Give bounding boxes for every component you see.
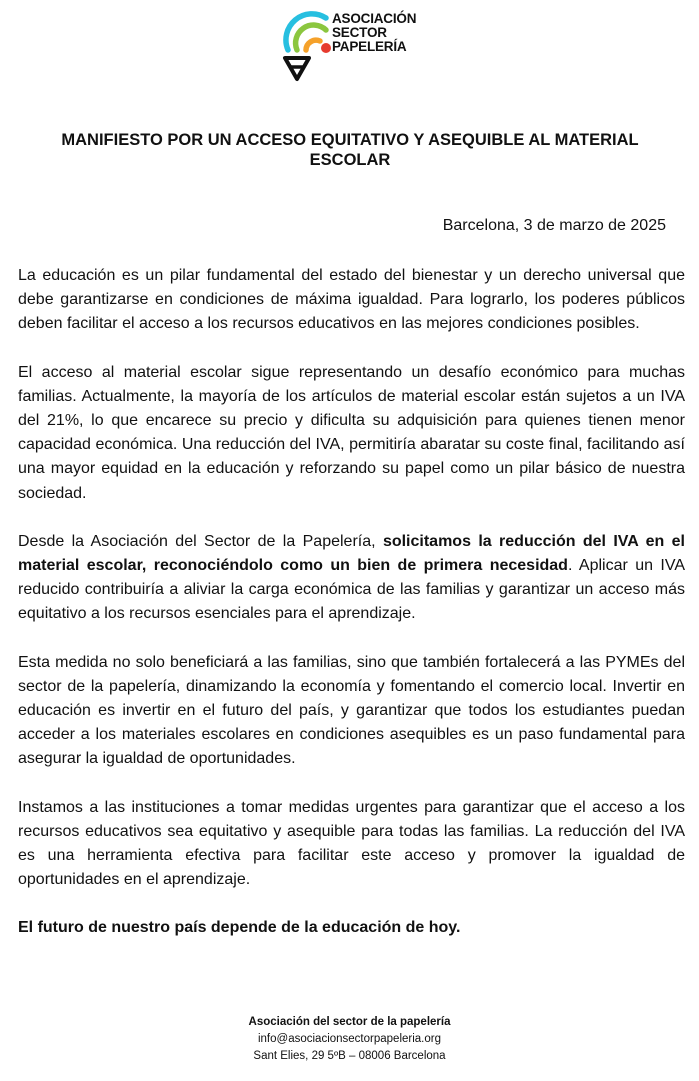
paragraph-2: El acceso al material escolar sigue representando un desafío económico para muchas familias. Actualmente, la mayoría de los artículos de material escolar están sujetos a un IVA del 21%, lo que encarece su precio y dificulta su adquisición para quienes tienen menor capacidad económica. Una reducción del IVA, permitiría abaratar su coste final, facilitando así una mayor equidad en la educación y reforzando su papel como un pilar básico de nuestra sociedad. — [18, 363, 685, 502]
logo-line-2: SECTOR — [332, 25, 387, 40]
logo-arcs-icon — [282, 10, 334, 82]
paragraph-3-end: . Aplicar un IVA reducido contribuiría a aliviar la carga económica de las familias y garantizar un acceso más equitativo a los recursos esenciales para el aprendizaje. — [18, 557, 686, 623]
paragraph-4: Esta medida no solo beneficiará a las familias, sino que también fortalecerá a las PYMEs del sector de la papelería, dinamizando la economía y fomentando el comercio local. Invertir en educación es invertir en el futuro del país, y garantizar que todos los estudiantes puedan acceder a los materiales escolares en condiciones asequibles es un paso fundamental para asegurar la igualdad de oportunidades. — [18, 653, 685, 768]
logo-wordmark — [332, 12, 416, 54]
logo-line-1: ASOCIACIÓN — [332, 11, 417, 26]
document-body — [18, 264, 685, 965]
paragraph-3-start: Desde la Asociación del Sector de la Papelería, — [18, 532, 383, 550]
paragraph-3 — [18, 530, 685, 627]
paragraph-3-bold: solicitamos la reducción del IVA en el material escolar, reconociéndolo como un bien de primera necesidad — [18, 532, 686, 575]
association-logo — [282, 10, 422, 82]
paragraph-1: La educación es un pilar fundamental del estado del bienestar y un derecho universal que debe garantizarse en condiciones de máxima igualdad. Para lograrlo, los poderes públicos deben facilitar el acceso a los recursos educativos en las mejores condiciones posibles. — [18, 267, 685, 333]
logo-line-3: PAPELERÍA — [332, 39, 407, 54]
document-title: MANIFIESTO POR UN ACCESO EQUITATIVO Y ASEQUIBLE AL MATERIAL ESCOLAR — [61, 131, 639, 169]
document-date: Barcelona, 3 de marzo de 2025 — [442, 217, 666, 234]
paragraph-5: Instamos a las instituciones a tomar medidas urgentes para garantizar que el acceso a los recursos educativos sea equitativo y asequible para todas las familias. La reducción del IVA es una herramienta efectiva para facilitar este acceso y promover la igualdad de oportunidades en el aprendizaje. — [18, 798, 685, 889]
footer-email: info@asociacionsectorpapeleria.org — [257, 1033, 441, 1045]
footer-org: Asociación del sector de la papelería — [248, 1016, 451, 1028]
footer — [0, 1014, 699, 1065]
closing-statement: El futuro de nuestro país depende de la educación de hoy. — [18, 919, 461, 937]
footer-address: Sant Elies, 29 5ºB – 08006 Barcelona — [253, 1050, 446, 1062]
